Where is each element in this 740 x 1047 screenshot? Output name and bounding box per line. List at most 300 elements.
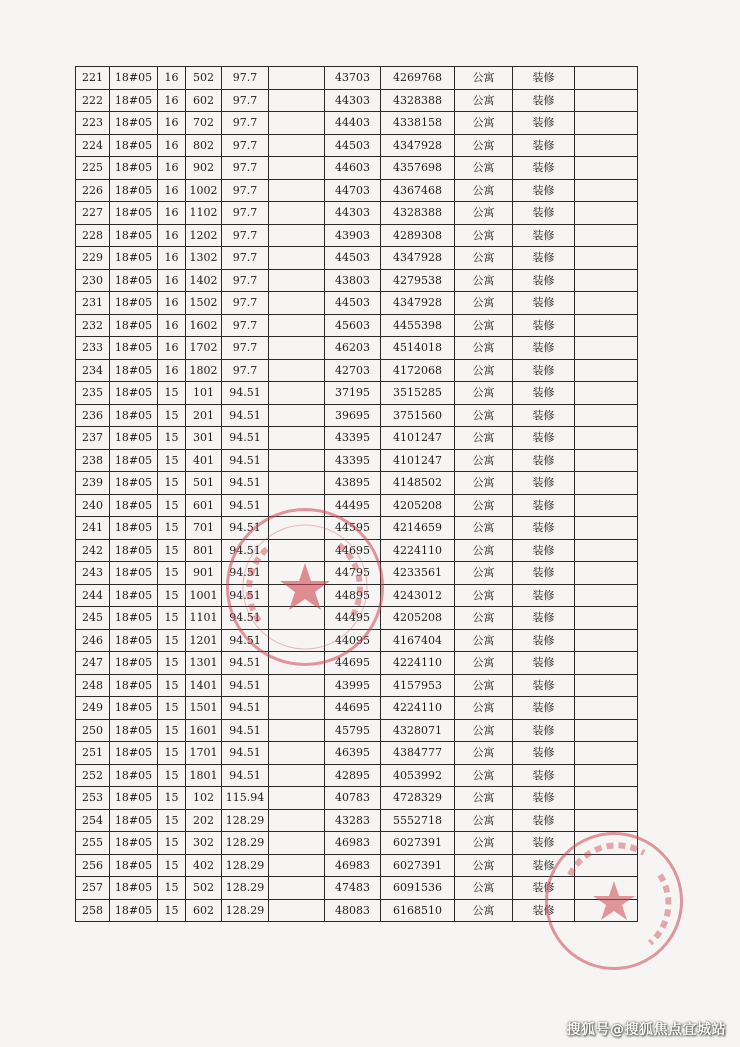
table-cell: 15 <box>158 652 186 675</box>
table-cell: 4205208 <box>381 494 455 517</box>
table-row <box>76 832 638 855</box>
table-cell: 102 <box>186 787 222 810</box>
table-cell: 15 <box>158 449 186 472</box>
table-cell <box>269 629 325 652</box>
table-cell: 16 <box>158 224 186 247</box>
table-cell: 1401 <box>186 674 222 697</box>
table-cell <box>575 472 638 495</box>
table-cell <box>575 157 638 180</box>
table-cell: 502 <box>186 67 222 90</box>
table-row <box>76 382 638 405</box>
table-cell <box>269 809 325 832</box>
table-cell: 6168510 <box>381 899 455 922</box>
table-cell <box>575 314 638 337</box>
table-cell: 装修 <box>513 584 575 607</box>
table-cell: 45795 <box>325 719 381 742</box>
table-cell: 701 <box>186 517 222 540</box>
table-cell: 1001 <box>186 584 222 607</box>
table-cell: 252 <box>76 764 110 787</box>
table-cell <box>269 877 325 900</box>
table-cell: 229 <box>76 247 110 270</box>
table-cell: 公寓 <box>455 67 513 90</box>
table-cell: 15 <box>158 697 186 720</box>
table-cell: 15 <box>158 494 186 517</box>
table-cell: 4347928 <box>381 134 455 157</box>
table-cell: 装修 <box>513 269 575 292</box>
table-cell: 94.51 <box>222 629 269 652</box>
table-cell: 302 <box>186 832 222 855</box>
table-cell: 97.7 <box>222 67 269 90</box>
table-cell: 1801 <box>186 764 222 787</box>
table-cell: 装修 <box>513 764 575 787</box>
table-cell <box>269 584 325 607</box>
table-cell <box>269 899 325 922</box>
table-cell: 5552718 <box>381 809 455 832</box>
table-cell: 公寓 <box>455 517 513 540</box>
table-row <box>76 584 638 607</box>
table-cell: 16 <box>158 359 186 382</box>
table-cell: 装修 <box>513 697 575 720</box>
table-row <box>76 494 638 517</box>
table-cell: 公寓 <box>455 427 513 450</box>
table-cell <box>269 89 325 112</box>
table-cell: 装修 <box>513 854 575 877</box>
table-cell <box>575 719 638 742</box>
table-row <box>76 112 638 135</box>
table-cell: 6027391 <box>381 854 455 877</box>
table-cell: 18#05 <box>110 742 158 765</box>
table-cell: 1701 <box>186 742 222 765</box>
table-cell: 101 <box>186 382 222 405</box>
table-cell: 46203 <box>325 337 381 360</box>
table-cell: 4101247 <box>381 449 455 472</box>
table-cell: 公寓 <box>455 247 513 270</box>
table-cell <box>575 382 638 405</box>
table-cell: 公寓 <box>455 877 513 900</box>
table-cell: 4338158 <box>381 112 455 135</box>
table-row <box>76 179 638 202</box>
table-cell <box>269 494 325 517</box>
table-cell: 公寓 <box>455 584 513 607</box>
table-cell <box>575 652 638 675</box>
table-cell <box>575 269 638 292</box>
table-cell: 94.51 <box>222 539 269 562</box>
table-cell <box>575 89 638 112</box>
table-row <box>76 787 638 810</box>
table-cell: 242 <box>76 539 110 562</box>
table-cell: 37195 <box>325 382 381 405</box>
table-cell: 254 <box>76 809 110 832</box>
table-cell: 243 <box>76 562 110 585</box>
table-cell: 装修 <box>513 607 575 630</box>
table-cell: 1602 <box>186 314 222 337</box>
table-cell: 4728329 <box>381 787 455 810</box>
table-cell: 公寓 <box>455 899 513 922</box>
table-cell: 18#05 <box>110 134 158 157</box>
table-row <box>76 652 638 675</box>
table-cell: 15 <box>158 899 186 922</box>
table-row <box>76 224 638 247</box>
table-cell: 15 <box>158 877 186 900</box>
table-cell: 18#05 <box>110 404 158 427</box>
table-cell: 1402 <box>186 269 222 292</box>
table-cell: 16 <box>158 314 186 337</box>
table-cell: 402 <box>186 854 222 877</box>
table-cell: 18#05 <box>110 652 158 675</box>
table-cell: 18#05 <box>110 314 158 337</box>
table-cell: 公寓 <box>455 359 513 382</box>
table-cell: 1201 <box>186 629 222 652</box>
table-cell <box>575 764 638 787</box>
table-row <box>76 854 638 877</box>
table-cell: 15 <box>158 764 186 787</box>
table-cell: 公寓 <box>455 652 513 675</box>
table-cell: 装修 <box>513 562 575 585</box>
table-cell <box>269 269 325 292</box>
table-cell: 4328071 <box>381 719 455 742</box>
table-cell: 15 <box>158 607 186 630</box>
table-cell <box>575 697 638 720</box>
table-cell <box>269 427 325 450</box>
table-cell: 94.51 <box>222 472 269 495</box>
table-cell: 1601 <box>186 719 222 742</box>
table-cell: 94.51 <box>222 652 269 675</box>
table-cell: 231 <box>76 292 110 315</box>
table-cell: 94.51 <box>222 719 269 742</box>
table-cell: 18#05 <box>110 112 158 135</box>
table-cell: 装修 <box>513 832 575 855</box>
table-cell: 装修 <box>513 809 575 832</box>
table-cell: 3515285 <box>381 382 455 405</box>
table-cell: 18#05 <box>110 269 158 292</box>
table-cell: 249 <box>76 697 110 720</box>
table-cell: 222 <box>76 89 110 112</box>
table-cell: 公寓 <box>455 562 513 585</box>
table-cell: 97.7 <box>222 134 269 157</box>
table-cell: 94.51 <box>222 584 269 607</box>
table-cell <box>269 517 325 540</box>
table-cell: 1502 <box>186 292 222 315</box>
table-cell: 128.29 <box>222 854 269 877</box>
table-cell: 16 <box>158 89 186 112</box>
table-cell: 4347928 <box>381 292 455 315</box>
table-cell: 244 <box>76 584 110 607</box>
table-cell <box>269 607 325 630</box>
table-cell: 18#05 <box>110 854 158 877</box>
table-cell: 43395 <box>325 449 381 472</box>
table-cell <box>575 832 638 855</box>
table-cell <box>575 404 638 427</box>
table-cell: 装修 <box>513 742 575 765</box>
table-cell: 4269768 <box>381 67 455 90</box>
table-cell: 装修 <box>513 719 575 742</box>
table-cell: 4172068 <box>381 359 455 382</box>
table-cell: 97.7 <box>222 269 269 292</box>
table-cell: 4214659 <box>381 517 455 540</box>
table-cell <box>575 539 638 562</box>
table-row <box>76 314 638 337</box>
table-cell: 15 <box>158 742 186 765</box>
table-cell: 232 <box>76 314 110 337</box>
table-cell: 装修 <box>513 787 575 810</box>
table-cell: 115.94 <box>222 787 269 810</box>
table-cell: 1501 <box>186 697 222 720</box>
table-cell: 97.7 <box>222 89 269 112</box>
table-cell: 公寓 <box>455 629 513 652</box>
table-cell: 239 <box>76 472 110 495</box>
table-row <box>76 269 638 292</box>
table-cell: 221 <box>76 67 110 90</box>
table-cell <box>269 337 325 360</box>
table-cell: 97.7 <box>222 112 269 135</box>
table-cell: 公寓 <box>455 764 513 787</box>
table-cell: 公寓 <box>455 697 513 720</box>
table-cell: 18#05 <box>110 539 158 562</box>
table-cell: 94.51 <box>222 382 269 405</box>
table-cell: 装修 <box>513 359 575 382</box>
table-cell: 94.51 <box>222 404 269 427</box>
table-cell: 44095 <box>325 629 381 652</box>
table-cell: 15 <box>158 674 186 697</box>
table-cell <box>269 67 325 90</box>
table-cell: 4279538 <box>381 269 455 292</box>
table-cell: 公寓 <box>455 157 513 180</box>
table-cell: 15 <box>158 404 186 427</box>
table-cell: 238 <box>76 449 110 472</box>
table-cell: 4224110 <box>381 652 455 675</box>
table-cell: 4357698 <box>381 157 455 180</box>
table-cell <box>575 607 638 630</box>
table-cell: 公寓 <box>455 449 513 472</box>
table-cell: 装修 <box>513 472 575 495</box>
table-cell: 15 <box>158 427 186 450</box>
table-row <box>76 247 638 270</box>
table-cell: 235 <box>76 382 110 405</box>
table-cell <box>269 562 325 585</box>
table-cell <box>575 359 638 382</box>
table-cell: 公寓 <box>455 539 513 562</box>
table-cell: 1102 <box>186 202 222 225</box>
table-cell: 装修 <box>513 877 575 900</box>
table-cell: 18#05 <box>110 607 158 630</box>
table-cell: 94.51 <box>222 674 269 697</box>
table-cell: 253 <box>76 787 110 810</box>
table-cell <box>575 449 638 472</box>
table-cell: 94.51 <box>222 494 269 517</box>
table-cell: 16 <box>158 269 186 292</box>
table-row <box>76 292 638 315</box>
table-cell <box>575 742 638 765</box>
table-row <box>76 89 638 112</box>
table-cell: 18#05 <box>110 202 158 225</box>
table-cell: 702 <box>186 112 222 135</box>
table-cell: 15 <box>158 539 186 562</box>
table-cell <box>575 562 638 585</box>
table-cell: 公寓 <box>455 337 513 360</box>
table-cell: 128.29 <box>222 832 269 855</box>
table-cell: 4167404 <box>381 629 455 652</box>
table-cell: 251 <box>76 742 110 765</box>
table-cell: 1002 <box>186 179 222 202</box>
table-cell <box>269 157 325 180</box>
table-cell: 18#05 <box>110 877 158 900</box>
table-row <box>76 134 638 157</box>
table-cell <box>269 764 325 787</box>
table-cell: 43895 <box>325 472 381 495</box>
table-cell: 44695 <box>325 697 381 720</box>
table-cell: 44503 <box>325 247 381 270</box>
table-cell: 15 <box>158 719 186 742</box>
table-cell <box>269 719 325 742</box>
table-cell: 15 <box>158 382 186 405</box>
table-cell: 公寓 <box>455 854 513 877</box>
table-cell: 45603 <box>325 314 381 337</box>
table-cell: 15 <box>158 854 186 877</box>
table-cell <box>269 112 325 135</box>
table-cell: 16 <box>158 112 186 135</box>
table-cell: 公寓 <box>455 89 513 112</box>
table-cell: 94.51 <box>222 449 269 472</box>
table-cell: 94.51 <box>222 697 269 720</box>
table-cell: 装修 <box>513 629 575 652</box>
table-cell: 44495 <box>325 607 381 630</box>
table-row <box>76 359 638 382</box>
table-cell <box>269 832 325 855</box>
table-cell: 装修 <box>513 449 575 472</box>
table-cell: 97.7 <box>222 337 269 360</box>
table-cell: 40783 <box>325 787 381 810</box>
table-row <box>76 517 638 540</box>
table-cell: 602 <box>186 899 222 922</box>
table-cell <box>269 652 325 675</box>
table-cell: 128.29 <box>222 809 269 832</box>
table-cell: 94.51 <box>222 607 269 630</box>
table-cell <box>575 247 638 270</box>
table-row <box>76 157 638 180</box>
table-cell: 公寓 <box>455 809 513 832</box>
table-cell: 18#05 <box>110 224 158 247</box>
table-cell: 18#05 <box>110 787 158 810</box>
table-cell: 公寓 <box>455 314 513 337</box>
table-cell: 18#05 <box>110 337 158 360</box>
table-cell: 4224110 <box>381 697 455 720</box>
table-row <box>76 404 638 427</box>
table-row <box>76 764 638 787</box>
table-cell: 装修 <box>513 112 575 135</box>
table-cell <box>575 134 638 157</box>
table-cell <box>575 337 638 360</box>
table-cell: 233 <box>76 337 110 360</box>
table-cell: 4243012 <box>381 584 455 607</box>
table-cell: 装修 <box>513 674 575 697</box>
table-cell: 94.51 <box>222 427 269 450</box>
table-cell: 装修 <box>513 179 575 202</box>
table-cell <box>269 539 325 562</box>
table-cell: 4384777 <box>381 742 455 765</box>
table-cell: 装修 <box>513 202 575 225</box>
table-cell: 3751560 <box>381 404 455 427</box>
table-cell: 16 <box>158 202 186 225</box>
table-cell: 18#05 <box>110 157 158 180</box>
table-cell: 15 <box>158 787 186 810</box>
table-cell: 装修 <box>513 67 575 90</box>
table-cell: 4289308 <box>381 224 455 247</box>
table-cell: 301 <box>186 427 222 450</box>
table-cell: 128.29 <box>222 899 269 922</box>
table-cell: 248 <box>76 674 110 697</box>
table-cell: 43703 <box>325 67 381 90</box>
table-cell <box>575 292 638 315</box>
table-cell: 228 <box>76 224 110 247</box>
table-cell: 18#05 <box>110 494 158 517</box>
table-cell: 6091536 <box>381 877 455 900</box>
table-cell: 18#05 <box>110 719 158 742</box>
table-cell: 234 <box>76 359 110 382</box>
table-cell: 装修 <box>513 899 575 922</box>
table-cell: 4367468 <box>381 179 455 202</box>
table-cell: 18#05 <box>110 517 158 540</box>
table-cell <box>575 674 638 697</box>
table-cell: 15 <box>158 517 186 540</box>
table-cell: 46983 <box>325 832 381 855</box>
table-cell: 15 <box>158 809 186 832</box>
table-cell: 18#05 <box>110 67 158 90</box>
table-cell: 公寓 <box>455 202 513 225</box>
table-cell: 94.51 <box>222 562 269 585</box>
table-cell: 4328388 <box>381 202 455 225</box>
table-cell: 247 <box>76 652 110 675</box>
table-row <box>76 674 638 697</box>
table-cell: 44695 <box>325 652 381 675</box>
table-row <box>76 629 638 652</box>
table-cell: 16 <box>158 337 186 360</box>
table-cell: 245 <box>76 607 110 630</box>
table-cell: 97.7 <box>222 202 269 225</box>
table-cell: 公寓 <box>455 224 513 247</box>
table-cell: 237 <box>76 427 110 450</box>
table-cell: 94.51 <box>222 742 269 765</box>
table-cell: 公寓 <box>455 719 513 742</box>
table-row <box>76 719 638 742</box>
table-cell <box>575 787 638 810</box>
table-cell: 4053992 <box>381 764 455 787</box>
table-cell: 16 <box>158 134 186 157</box>
table-cell: 128.29 <box>222 877 269 900</box>
table-cell <box>269 179 325 202</box>
table-cell: 装修 <box>513 404 575 427</box>
table-cell: 15 <box>158 562 186 585</box>
table-cell: 1202 <box>186 224 222 247</box>
table-cell: 公寓 <box>455 292 513 315</box>
table-cell: 1101 <box>186 607 222 630</box>
table-cell: 4157953 <box>381 674 455 697</box>
table-cell <box>575 629 638 652</box>
table-cell <box>269 292 325 315</box>
table-cell <box>575 854 638 877</box>
table-cell: 公寓 <box>455 134 513 157</box>
table-row <box>76 337 638 360</box>
table-cell: 46983 <box>325 854 381 877</box>
table-cell: 18#05 <box>110 584 158 607</box>
table-cell: 44703 <box>325 179 381 202</box>
table-cell <box>269 359 325 382</box>
table-cell <box>269 134 325 157</box>
table-row <box>76 539 638 562</box>
table-cell: 18#05 <box>110 764 158 787</box>
table-row <box>76 809 638 832</box>
table-cell: 230 <box>76 269 110 292</box>
table-cell: 15 <box>158 472 186 495</box>
